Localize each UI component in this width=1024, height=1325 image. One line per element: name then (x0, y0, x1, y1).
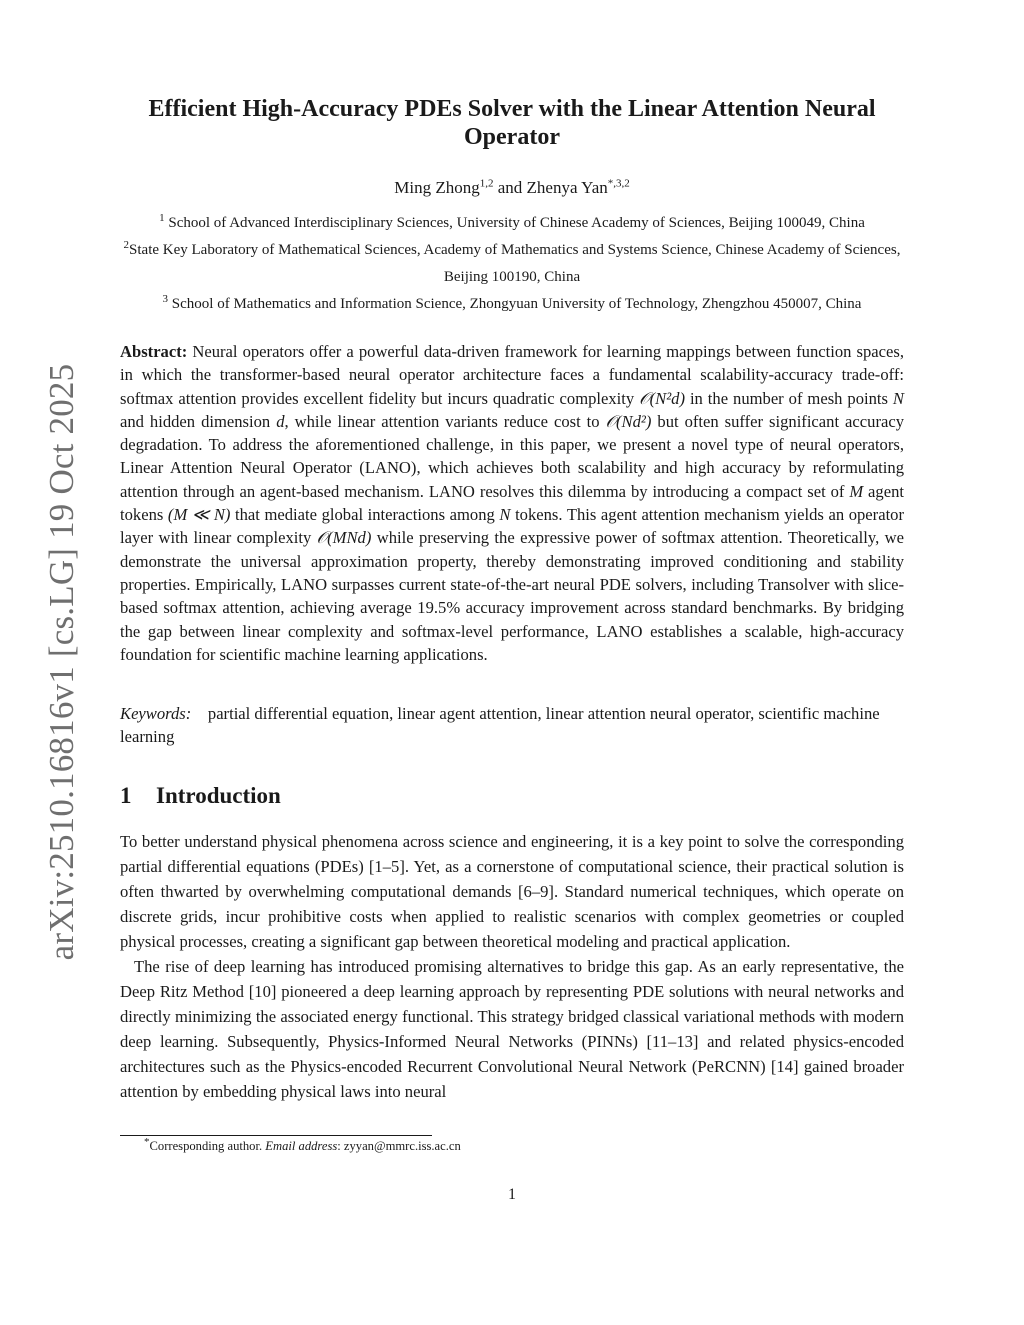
math-expression: 𝒪(N²d) (639, 388, 685, 408)
affiliation: $^1$ School of Advanced Interdisciplinary Sciences, University of Chinese Academy of Sciences, Beijing 100049, China (159, 212, 865, 231)
section-heading (120, 783, 281, 809)
affiliation: $^3$ School of Mathematics and Information Science, Zhongyuan University of Technology, Zhengzhou 450007, China (162, 293, 862, 312)
author-line (120, 178, 904, 198)
affiliation: $^2$State Key Laboratory of Mathematical Sciences, Academy of Mathematics and Systems Science, Chinese Academy of Sciences, Beijing 100190, China (123, 239, 901, 285)
abstract-label: Abstract: (120, 342, 188, 361)
math-expression: N (892, 388, 904, 408)
section-number: 1 (120, 783, 132, 808)
math-expression: d (276, 411, 285, 431)
arxiv-identifier: arXiv:2510.16816v1 [cs.LG] 19 Oct 2025 (42, 363, 81, 961)
keywords-text: partial differential equation, linear agent attention, linear attention neural operator, scientific machine learning (120, 704, 880, 747)
footnote-mark: * (144, 1135, 150, 1148)
math-expression: N (499, 505, 511, 525)
math-expression: M (849, 481, 864, 501)
paragraph: The rise of deep learning has introduced promising alternatives to bridge this gap. As an early representative, the Deep Ritz Method [10] pioneered a deep learning approach by representing PDE solutions with neural networks and directly minimizing the associated energy functional. This strategy bridged classical variational methods with modern deep learning. Subsequently, Physics-Informed Neural Networks (PINNs) [11–13] and related physics-encoded architectures such as the Physics-encoded Recurrent Convolutional Neural Network (PeRCNN) [14] gained broader attention by embedding physical laws into neural (120, 957, 904, 1101)
abstract: Abstract: Neural operators offer a powerful data-driven framework for learning mappings between function spaces, in which the transformer-based neural operator architecture faces a fundamental scalability-accuracy trade-off: softmax attention provides excellent fidelity but incurs quadratic complexity 𝒪(N²d) in the number of mesh points N and hidden dimension d, while linear attention variants reduce cost to 𝒪(Nd²) but often suffer significant accuracy degradation. To address the aforementioned challenge, in this paper, we present a novel type of neural operators, Linear Attention Neural Operator (LANO), which achieves both scalability and high accuracy by reformulating attention through an agent-based mechanism. LANO resolves this dilemma by introducing a compact set of M agent tokens (M ≪ N) that mediate global interactions among N tokens. This agent attention mechanism yields an operator layer with linear complexity 𝒪(MNd) while preserving the expressive power of softmax attention. Theoretically, we demonstrate the universal approximation property, thereby demonstrating improved conditioning and stability properties. Empirically, LANO surpasses current state-of-the-art neural PDE solvers, including Transolver with slice-based softmax attention, achieving average 19.5% accuracy improvement across standard benchmarks. By bridging the gap between linear complexity and softmax-level performance, LANO establishes a scalable, high-accuracy foundation for scientific machine learning applications. (120, 342, 905, 664)
author-name: Ming Zhong (394, 178, 480, 197)
author-name: Zhenya Yan (526, 178, 608, 197)
math-expression: (M ≪ N) (167, 505, 231, 525)
author-affiliation-mark: 1,2 (479, 177, 494, 190)
section-title: Introduction (156, 783, 281, 808)
author-conjunction: and (497, 178, 523, 197)
paragraph: To better understand physical phenomena across science and engineering, it is a key point to solve the corresponding partial differential equations (PDEs) [1–5]. Yet, as a cornerstone of computational science, their practical solution is often thwarted by overwhelming computational demands [6–9]. Standard numerical techniques, which operate on discrete grids, incur prohibitive costs when applied to realistic scenarios with complex geometries or coupled physical processes, creating a significant gap between theoretical modeling and practical application. (120, 832, 904, 951)
footnote-email-label: Email address (265, 1139, 338, 1153)
math-expression: 𝒪(MNd) (316, 528, 372, 548)
math-expression: 𝒪(Nd²) (605, 411, 652, 431)
footnote-rule (120, 1135, 432, 1136)
paper-title: Efficient High-Accuracy PDEs Solver with the Linear Attention Neural Operator (148, 96, 876, 150)
footnote: *Corresponding author. Email address: zyyan@mmrc.iss.ac.cn (144, 1135, 461, 1153)
affiliation-mark: 1 (159, 212, 165, 224)
author-affiliation-mark: *,3,2 (607, 177, 630, 190)
keywords (120, 702, 904, 749)
footnote-email: zyyan@mmrc.iss.ac.cn (343, 1139, 461, 1153)
page-number: 1 (508, 1186, 516, 1203)
section-body (120, 829, 904, 1104)
affiliation-mark: 3 (162, 293, 169, 305)
affiliation-mark: 2 (123, 239, 130, 251)
keywords-label: Keywords: (120, 704, 192, 723)
